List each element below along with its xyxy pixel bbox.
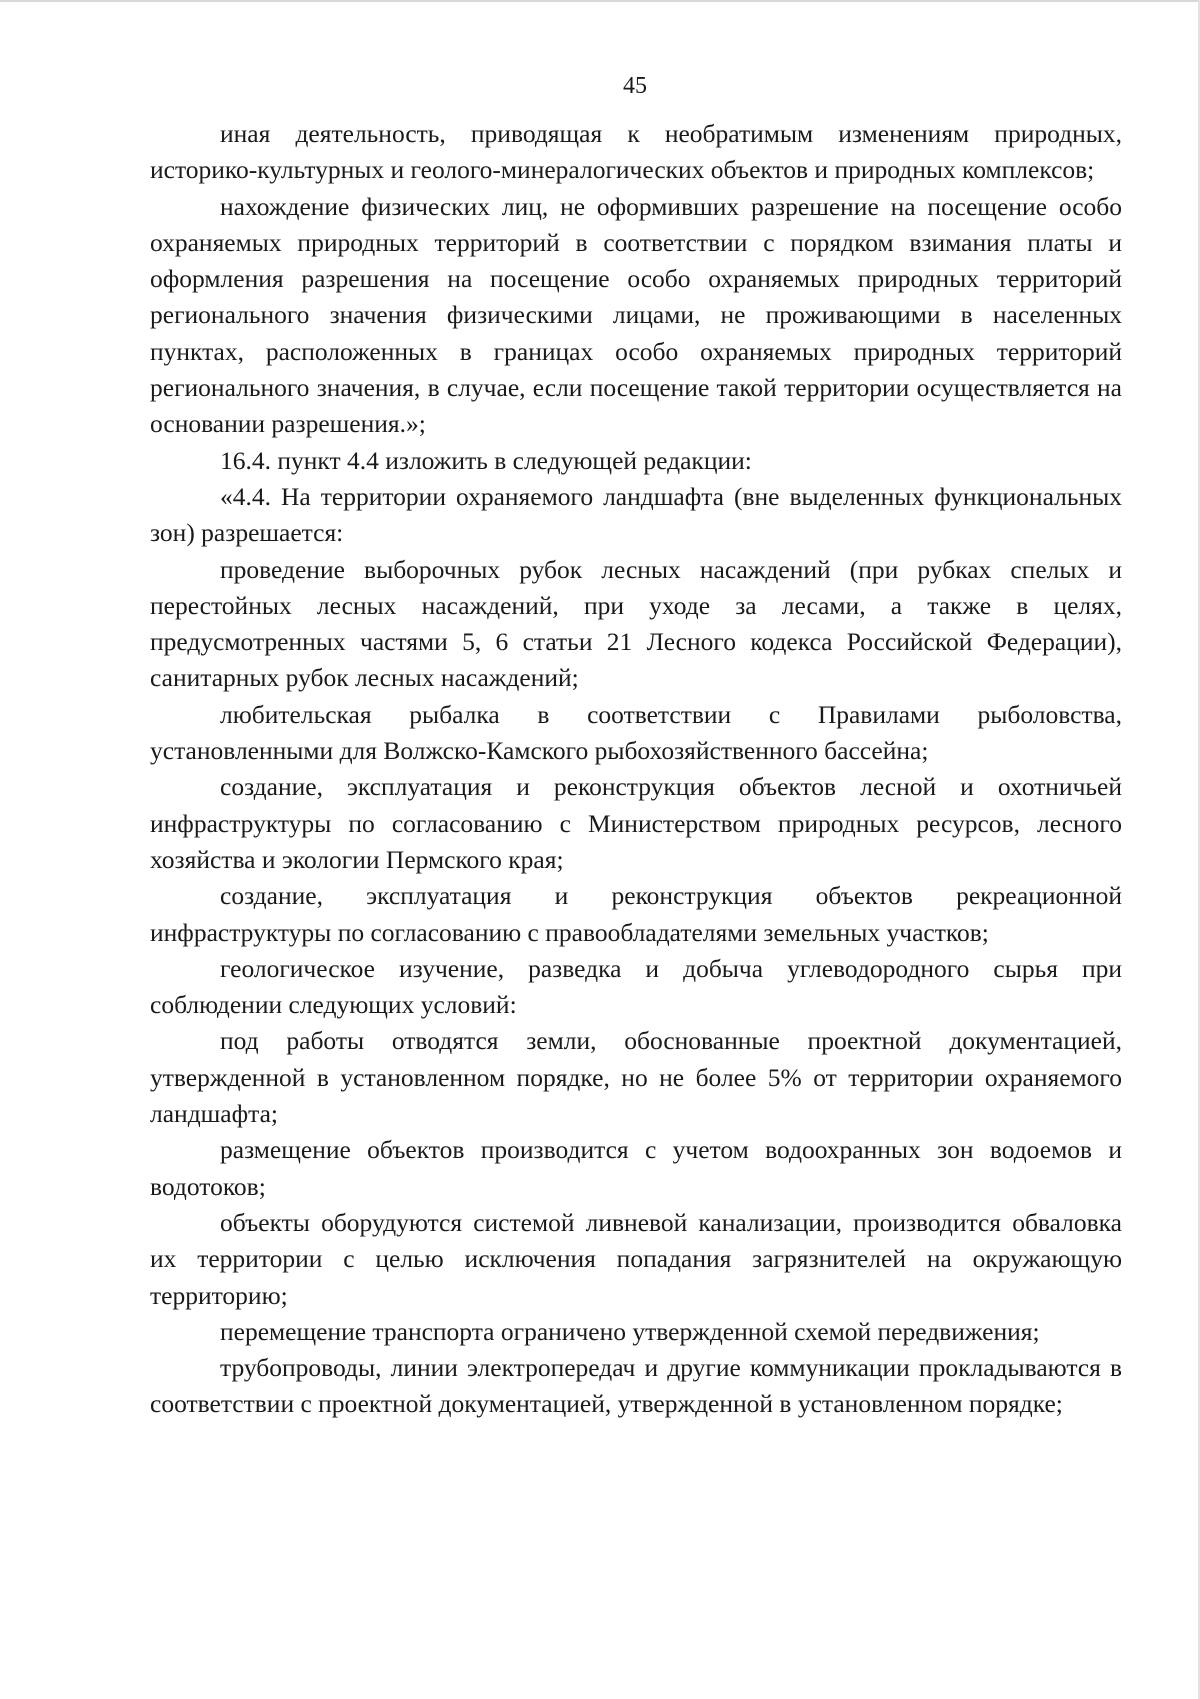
scan-edge-top bbox=[0, 0, 1200, 2]
paragraph: создание, эксплуатация и реконструкция объектов лесной и охотничьей инфраструктуры по согласованию с Министерством природных ресурсов, лесного хозяйства и экологии Пермского края; bbox=[150, 772, 1122, 874]
page-number: 45 bbox=[623, 73, 647, 99]
paragraph: создание, эксплуатация и реконструкция объектов рекреационной инфраструктуры по согласованию с правообладателями земельных участков; bbox=[150, 881, 1122, 947]
paragraph: любительская рыбалка в соответствии с Правилами рыболовства, установленными для Волжско-Камского рыбохозяйственного бассейна; bbox=[150, 699, 1122, 766]
paragraph: геологическое изучение, разведка и добыча углеводородного сырья при соблюдении следующих условий: bbox=[150, 953, 1122, 1020]
paragraph: нахождение физических лиц, не оформивших разрешение на посещение особо охраняемых природных территорий в соответствии с порядком взимания платы и оформления разрешения на посещение особо охраняемых природных территорий регионального значения физическими лицами, не проживающими в населенных пунктах, расположенных в границах особо охраняемых природных территорий регионального значения, в случае, если посещение такой территории осуществляется на основании разрешения.»; bbox=[150, 191, 1122, 439]
paragraph: размещение объектов производится с учетом водоохранных зон водоемов и водотоков; bbox=[150, 1135, 1122, 1201]
paragraph: перемещение транспорта ограничено утвержденной схемой передвижения; bbox=[220, 1316, 1040, 1346]
paragraph: объекты оборудуются системой ливневой канализации, производится обваловка их территории с целью исключения попадания загрязнителей на окружающую территорию; bbox=[150, 1207, 1122, 1310]
paragraph: 16.4. пункт 4.4 изложить в следующей редакции: bbox=[220, 445, 752, 475]
paragraph: проведение выборочных рубок лесных насаждений (при рубках спелых и перестойных лесных насаждений, при уходе за лесами, а также в целях, предусмотренных частями 5, 6 статьи 21 Лесного кодекса Российской Федерации), санитарных рубок лесных насаждений; bbox=[150, 554, 1122, 693]
paragraph: трубопроводы, линии электропередач и другие коммуникации прокладываются в соответствии с проектной документацией, утвержденной в установленном порядке; bbox=[150, 1353, 1122, 1419]
paragraph: под работы отводятся земли, обоснованные проектной документацией, утвержденной в установленном порядке, но не более 5% от территории охраняемого ландшафта; bbox=[150, 1026, 1122, 1129]
document-body bbox=[150, 116, 1122, 1423]
paragraph: «4.4. На территории охраняемого ландшафта (вне выделенных функциональных зон) разрешается: bbox=[150, 481, 1122, 548]
paragraph: иная деятельность, приводящая к необратимым изменениям природных, историко-культурных и геолого-минералогических объектов и природных комплексов; bbox=[150, 119, 1122, 185]
